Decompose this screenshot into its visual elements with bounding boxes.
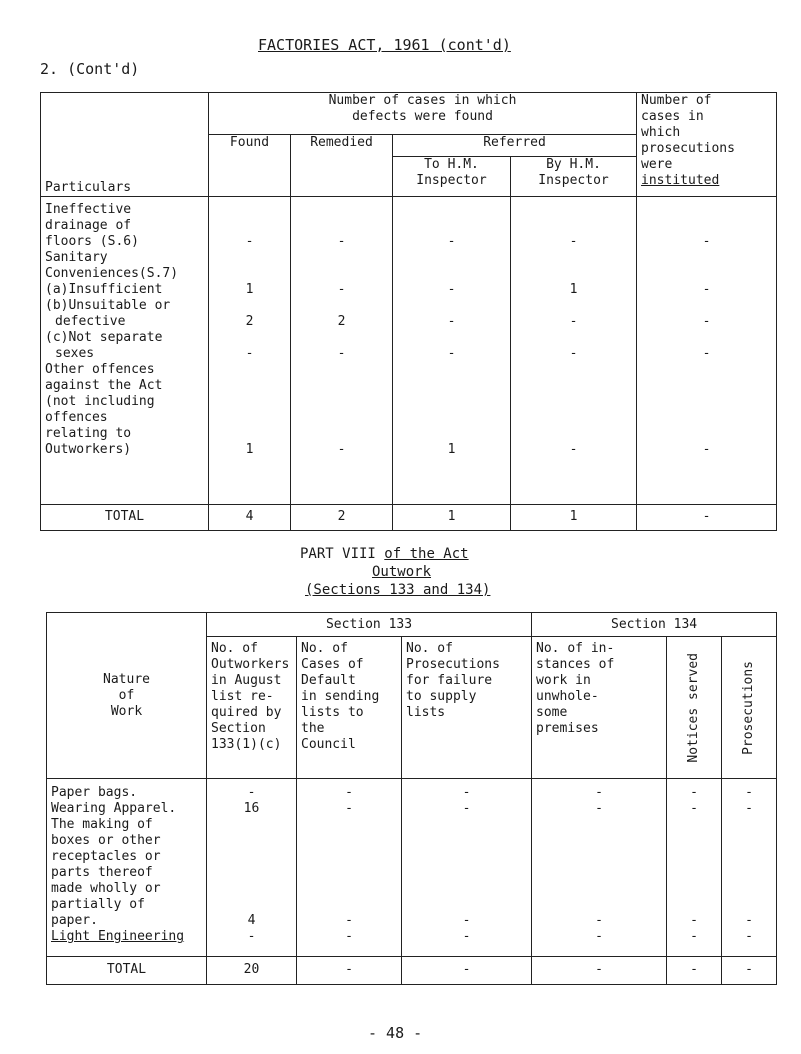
found-value: 1 (245, 282, 254, 297)
row-label-line: (b)Unsuitable or (45, 298, 171, 313)
prosecutions2-label: Prosecutions (741, 660, 757, 755)
row-label-line: Conveniences(S.7) (45, 266, 179, 281)
prosecutions-values (637, 197, 777, 505)
row-label-line: Sanitary (45, 250, 108, 265)
row-label-line: drainage of (45, 218, 132, 233)
row-label-line: Outworkers) (45, 442, 132, 457)
particulars-header (41, 93, 209, 197)
prosecutions2-value: - (745, 801, 753, 816)
total-row (41, 505, 777, 531)
row-label-line: (c)Not separate (45, 330, 163, 345)
by-hm-value: - (569, 442, 578, 457)
by-hm-line2: Inspector (538, 173, 609, 188)
outworkers-header-line: quired by (211, 705, 282, 720)
by-hm-values (511, 197, 637, 505)
by-hm-value: 1 (569, 282, 578, 297)
section-subtitle: 2. (Cont'd) (40, 60, 140, 78)
prosecutions2-header (722, 637, 777, 779)
prosecutions-header-line: instituted (641, 173, 720, 188)
total-row (47, 957, 777, 985)
remedied-label: Remedied (310, 135, 373, 150)
notices-values (667, 779, 722, 957)
by-hm-value: - (569, 314, 578, 329)
outworkers-header-line: list re- (211, 689, 274, 704)
found-value: - (245, 234, 254, 249)
remedied-values (291, 197, 393, 505)
row-label-line: parts thereof (51, 865, 153, 880)
row-label-line: relating to (45, 426, 132, 441)
default-value: - (345, 785, 353, 800)
section133-header (207, 613, 532, 637)
prosecutions-failure-value: - (462, 785, 471, 800)
prosecutions-failure-header-line: to supply (406, 689, 477, 704)
total2-default: - (297, 957, 402, 985)
nature-cell (47, 779, 207, 957)
found-header (209, 135, 291, 197)
row-label-line: against the Act (45, 378, 163, 393)
prosecutions-header-line: prosecutions (641, 141, 735, 156)
particulars-label: Particulars (45, 180, 132, 195)
section133-label: Section 133 (325, 617, 413, 632)
row-label-line: Wearing Apparel. (51, 801, 177, 816)
total2-prosecutions: - (722, 957, 777, 985)
prosecutions-failure-header-line: No. of (406, 641, 453, 656)
instances-value: - (595, 785, 603, 800)
total-remedied: 2 (291, 505, 393, 531)
remedied-header (291, 135, 393, 197)
notices-value: - (690, 929, 698, 944)
outworkers-value: - (247, 929, 256, 944)
row-label-line: Light Engineering (51, 929, 185, 944)
remedied-value: 2 (337, 314, 346, 329)
instances-header-line: unwhole- (536, 689, 599, 704)
instances-header-line: stances of (536, 657, 615, 672)
section134-label: Section 134 (611, 617, 698, 632)
instances-header (532, 637, 667, 779)
prosecutions-value: - (702, 442, 711, 457)
default-header-line: Council (301, 737, 356, 752)
notices-label: Notices served (686, 652, 702, 763)
sections-heading: (Sections 133 and 134) (305, 582, 491, 598)
part-title-rest: of the Act (384, 546, 469, 562)
table-row (47, 779, 777, 957)
prosecutions-header (637, 93, 777, 197)
to-hm-header (393, 157, 511, 197)
nature-header-line: of (118, 687, 135, 703)
row-label-line: boxes or other (51, 833, 161, 848)
prosecutions2-value: - (745, 913, 753, 928)
prosecutions-value: - (702, 314, 711, 329)
outworkers-value: 4 (247, 913, 256, 928)
referred-label: Referred (483, 135, 546, 150)
default-header (297, 637, 402, 779)
default-header-line: Cases of (301, 657, 364, 672)
total2-notices: - (667, 957, 722, 985)
nature-header (47, 613, 207, 779)
outworkers-value: - (247, 785, 256, 800)
outworkers-header-line: 133(1)(c) (211, 737, 282, 752)
total-by-hm: 1 (511, 505, 637, 531)
defects-found-line2: defects were found (352, 109, 493, 124)
outworkers-value: 16 (243, 801, 260, 816)
instances-value: - (595, 913, 603, 928)
outworkers-header-line: No. of (211, 641, 258, 656)
total-label: TOTAL (41, 505, 209, 531)
prosecutions2-values (722, 779, 777, 957)
outwork-table (46, 612, 777, 985)
default-header-line: lists to (301, 705, 364, 720)
to-hm-value: - (447, 234, 456, 249)
default-value: - (345, 801, 353, 816)
row-label-line: receptacles or (51, 849, 161, 864)
found-label: Found (229, 135, 270, 150)
row-label-line: Other offences (45, 362, 155, 377)
remedied-value: - (337, 234, 346, 249)
to-hm-value: - (447, 314, 456, 329)
default-header-line: in sending (301, 689, 380, 704)
nature-header-line: Nature (103, 671, 150, 687)
instances-header-line: No. of in- (536, 641, 615, 656)
prosecutions-failure-value: - (462, 801, 471, 816)
outworkers-header-line: Section (211, 721, 266, 736)
defects-table (40, 92, 777, 531)
row-label-line: The making of (51, 817, 153, 832)
to-hm-value: - (447, 346, 456, 361)
row-label-line: (not including (45, 394, 155, 409)
row-label-line: offences (45, 410, 108, 425)
referred-header (393, 135, 637, 157)
row-label-line: (a)Insufficient (45, 282, 163, 297)
remedied-value: - (337, 282, 346, 297)
total2-label: TOTAL (47, 957, 207, 985)
remedied-value: - (337, 442, 346, 457)
found-values (209, 197, 291, 505)
particulars-cell (41, 197, 209, 505)
to-hm-line1: To H.M. (424, 157, 479, 172)
outworkers-values (207, 779, 297, 957)
total2-outworkers: 20 (207, 957, 297, 985)
notices-value: - (690, 785, 698, 800)
notices-value: - (690, 801, 698, 816)
table-row (41, 197, 777, 505)
default-value: - (345, 913, 353, 928)
prosecutions-failure-values (402, 779, 532, 957)
by-hm-line1: By H.M. (546, 157, 601, 172)
default-value: - (345, 929, 353, 944)
prosecutions2-value: - (745, 785, 753, 800)
defects-found-line1: Number of cases in which (328, 93, 517, 108)
outworkers-header-line: in August (211, 673, 282, 688)
prosecutions-header-line: which (641, 125, 681, 140)
page-title: FACTORIES ACT, 1961 (cont'd) (258, 36, 511, 54)
defects-found-header (209, 93, 637, 135)
default-header-line: No. of (301, 641, 348, 656)
notices-header (667, 637, 722, 779)
prosecutions-value: - (702, 234, 711, 249)
instances-header-line: work in (536, 673, 591, 688)
prosecutions2-value: - (745, 929, 753, 944)
prosecutions-failure-value: - (462, 913, 471, 928)
prosecutions-failure-header-line: for failure (406, 673, 493, 688)
to-hm-line2: Inspector (416, 173, 487, 188)
row-label-line: sexes (55, 346, 95, 361)
total-prosecutions: - (637, 505, 777, 531)
by-hm-value: - (569, 234, 578, 249)
by-hm-value: - (569, 346, 578, 361)
by-hm-header (511, 157, 637, 197)
total-found: 4 (209, 505, 291, 531)
outworkers-header-line: Outworkers (211, 657, 290, 672)
total2-prosecutions-failure: - (402, 957, 532, 985)
prosecutions-header-line: Number of (641, 93, 712, 108)
part-title (300, 546, 469, 562)
default-values (297, 779, 402, 957)
default-header-line: Default (301, 673, 356, 688)
remedied-value: - (337, 346, 346, 361)
instances-value: - (595, 929, 603, 944)
row-label-line: defective (55, 314, 126, 329)
page-number: - 48 - (368, 1024, 423, 1042)
to-hm-value: - (447, 282, 456, 297)
total-to-hm: 1 (393, 505, 511, 531)
prosecutions-failure-value: - (462, 929, 471, 944)
row-label-line: floors (S.6) (45, 234, 139, 249)
total2-instances: - (532, 957, 667, 985)
prosecutions-failure-header-line: lists (406, 705, 446, 720)
nature-header-line: Work (110, 703, 143, 719)
instances-value: - (595, 801, 603, 816)
instances-values (532, 779, 667, 957)
to-hm-value: 1 (447, 442, 456, 457)
found-value: 1 (245, 442, 254, 457)
prosecutions-value: - (702, 282, 711, 297)
row-label-line: paper. (51, 913, 98, 928)
part-title-prefix: PART VIII (300, 546, 376, 562)
prosecutions-value: - (702, 346, 711, 361)
found-value: 2 (245, 314, 254, 329)
found-value: - (245, 346, 254, 361)
prosecutions-failure-header (402, 637, 532, 779)
instances-header-line: some (536, 705, 568, 720)
outworkers-header (207, 637, 297, 779)
row-label-line: partially of (51, 897, 145, 912)
instances-header-line: premises (536, 721, 599, 736)
section134-header (532, 613, 777, 637)
default-header-line: the (301, 721, 325, 736)
prosecutions-header-line: were (641, 157, 673, 172)
row-label-line: made wholly or (51, 881, 161, 896)
row-label-line: Ineffective (45, 202, 132, 217)
outwork-heading: Outwork (372, 564, 432, 580)
prosecutions-failure-header-line: Prosecutions (406, 657, 500, 672)
to-hm-values (393, 197, 511, 505)
row-label-line: Paper bags. (51, 785, 138, 800)
notices-value: - (690, 913, 698, 928)
prosecutions-header-line: cases in (641, 109, 704, 124)
